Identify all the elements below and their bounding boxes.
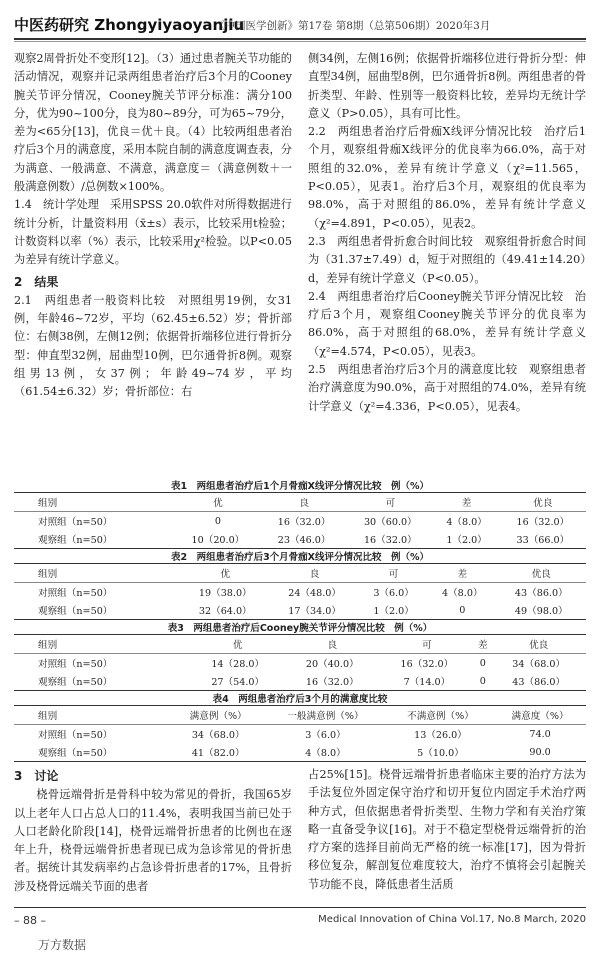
table-row xyxy=(14,583,586,602)
col-header: 一般满意例（%） xyxy=(264,706,387,725)
col-header: 差 xyxy=(428,564,497,583)
col-header: 良 xyxy=(270,564,359,583)
col-header: 差 xyxy=(433,493,499,512)
table-row xyxy=(14,530,586,549)
table-cell: 30（60.0） xyxy=(363,517,417,528)
table-header-row xyxy=(14,706,586,725)
table-cell: 4（8.0） xyxy=(446,517,487,528)
table-header-row xyxy=(14,493,586,512)
watermark: 万方数据 xyxy=(38,938,87,952)
table-cell: 3（6.0） xyxy=(305,730,346,741)
table3-caption: 表3 两组患者治疗后Cooney腕关节评分情况比较 例（%） xyxy=(167,623,433,634)
table-cell: 1（2.0） xyxy=(433,530,499,549)
journal-title: 中医药研究 Zhongyiyaoyanjiu xyxy=(14,16,245,34)
table-cell: 16（32.0） xyxy=(285,672,380,691)
table-cell: 0 xyxy=(428,601,497,620)
col-header: 优良 xyxy=(491,635,586,654)
cooney-score-paragraph: 2.4 两组患者治疗后Cooney腕关节评分情况比较 治疗后3个月，观察组Cooney腕关节评分的优良率为86.0%，高于对照组的68.0%，差异有统计学意义（χ²=4.574，P<0.05），见表3。 xyxy=(308,289,586,358)
table-cell: 13（26.0） xyxy=(414,730,467,741)
table-cell: 对照组（n=50） xyxy=(38,730,113,741)
table-row xyxy=(14,654,586,673)
col-header: 组别 xyxy=(14,493,175,512)
table2 xyxy=(14,563,586,620)
general-data-cont-paragraph: 侧34例，左侧16例；依据骨折端移位进行骨折分型：伸直型34例，屈曲型8例，巴尔通骨折8例。两组患者的骨折类型、年龄、性别等一般资料比较，差异均无统计学意义（P>0.05），具有可比性。 xyxy=(308,52,586,120)
table3 xyxy=(14,634,586,691)
col-header: 不满意例（%） xyxy=(387,706,494,725)
issue-info: 《中国医学创新》第17卷 第8期（总第506期）2020年3月 xyxy=(214,20,491,32)
col-header: 可 xyxy=(359,564,428,583)
table-cell: 90.0 xyxy=(494,743,586,762)
col-header: 差 xyxy=(474,635,491,654)
table-cell: 20（40.0） xyxy=(305,659,359,670)
table-cell: 16（32.0） xyxy=(277,517,331,528)
table-row xyxy=(14,725,586,744)
col-header: 组别 xyxy=(14,635,190,654)
xray-score-paragraph: 2.2 两组患者治疗后骨痂X线评分情况比较 治疗后1个月，观察组骨痂X线评分的优良率为66.0%，高于对照组的32.0%，差异有统计学意义（χ²=11.565，P<0.05），见表1。治疗后3个月，观察组的优良率为98.0%，高于对照组的86.0%，差异有统计学意义（χ²=4.891，P<0.05），见表2。 xyxy=(308,125,586,230)
table-cell: 7（14.0） xyxy=(380,672,475,691)
table-row xyxy=(14,601,586,620)
results-heading: 2 结果 xyxy=(14,274,59,289)
table-cell: 10（20.0） xyxy=(175,530,261,549)
table-cell: 4（8.0） xyxy=(441,588,483,599)
table-header-row xyxy=(14,635,586,654)
table-cell: 1（2.0） xyxy=(359,601,428,620)
right-column xyxy=(308,50,586,416)
table-cell: 5（10.0） xyxy=(387,743,494,762)
col-header: 优 xyxy=(181,564,270,583)
table-cell: 19（38.0） xyxy=(198,588,252,599)
col-header: 良 xyxy=(285,635,380,654)
journal-english: Medical Innovation of China Vol.17, No.8 March, 2020 xyxy=(318,914,586,925)
healing-time-paragraph: 2.3 两组患者骨折愈合时间比较 观察组骨折愈合时间为（31.37±7.49）d，短于对照组的（49.41±14.20）d，差异有统计学意义（P<0.05）。 xyxy=(308,234,586,285)
table-cell: 0 xyxy=(214,515,221,527)
col-header: 优良 xyxy=(500,493,586,512)
table1 xyxy=(14,492,586,549)
table-cell: 32（64.0） xyxy=(181,601,270,620)
col-header: 可 xyxy=(347,493,433,512)
footer-rule xyxy=(14,907,586,908)
table-cell: 27（54.0） xyxy=(190,672,285,691)
table-cell: 观察组（n=50） xyxy=(14,601,181,620)
col-header: 良 xyxy=(261,493,347,512)
general-data-paragraph: 2.1 两组患者一般资料比较 对照组男19例，女31例，年龄46~72岁，平均（62.45±6.52）岁；骨折部位：右侧38例，左侧12例；依据骨折端移位进行骨折分型：伸直型32例，屈曲型10例，巴尔通骨折8例。观察组男13例，女37例；年龄49~74岁，平均（61.54±6.32）岁；骨折部位：右 xyxy=(14,293,292,399)
discussion-left xyxy=(14,764,292,896)
table-cell: 34（68.0） xyxy=(512,659,566,670)
table-cell: 43（86.0） xyxy=(514,588,568,599)
table4-caption: 表4 两组患者治疗后3个月的满意度比较 xyxy=(212,694,388,705)
col-header: 满意例（%） xyxy=(172,706,264,725)
table-cell: 对照组（n=50） xyxy=(38,659,113,670)
table-cell: 49（98.0） xyxy=(497,601,586,620)
table-cell: 4（8.0） xyxy=(264,743,387,762)
statistics-paragraph: 1.4 统计学处理 采用SPSS 20.0软件对所得数据进行统计分析，计量资料用（x̄±s）表示，比较采用t检验；计数资料以率（%）表示，比较采用χ²检验。以P<0.05为差异有统计学意义。 xyxy=(14,198,292,267)
col-header: 优 xyxy=(175,493,261,512)
col-header: 满意度（%） xyxy=(494,706,586,725)
table-cell: 16（32.0） xyxy=(347,530,433,549)
table-cell: 16（32.0） xyxy=(400,659,454,670)
table-cell: 对照组（n=50） xyxy=(38,517,113,528)
page-number: – 88 – xyxy=(14,914,46,927)
discussion-heading: 3 讨论 xyxy=(14,769,59,783)
col-header: 组别 xyxy=(14,706,172,725)
table-cell: 0 xyxy=(479,657,486,669)
header-rule-thin xyxy=(14,41,586,42)
table-row xyxy=(14,743,586,762)
col-header: 可 xyxy=(380,635,475,654)
table-cell: 16（32.0） xyxy=(516,517,570,528)
table-cell: 0 xyxy=(474,672,491,691)
table-cell: 观察组（n=50） xyxy=(14,743,172,762)
discussion-paragraph-cont: 占25%[15]。桡骨远端骨折患者临床主要的治疗方法为手法复位外固定保守治疗和切开复位内固定手术治疗两种方式，但依据患者骨折类型、生物力学和有关治疗策略一直备受争议[16]。对于不稳定型桡骨远端骨折的治疗方案的选择目前尚无严格的统一标准[17]，因为骨折移位复杂，解剖复位难度较大，治疗不慎将会引起腕关节功能不良，降低患者生活质 xyxy=(308,768,586,891)
col-header: 优良 xyxy=(497,564,586,583)
table-cell: 17（34.0） xyxy=(270,601,359,620)
discussion-paragraph: 桡骨远端骨折是骨科中较为常见的骨折，我国65岁以上老年人口占总人口的11.4%，表明我国当前已处于人口老龄化阶段[14]，桡骨远端骨折患者的比例也在逐年上升，桡骨远端骨折患者现已成为急诊常见的骨折患者。据统计其发病率约占急诊骨折患者的17%，且骨折涉及桡骨远端关节面的患者 xyxy=(14,788,292,893)
table2-caption: 表2 两组患者治疗后3个月骨痂X线评分情况比较 例（%） xyxy=(170,552,430,563)
table-cell: 23（46.0） xyxy=(261,530,347,549)
table-cell: 34（68.0） xyxy=(191,730,245,741)
table-cell: 对照组（n=50） xyxy=(38,588,113,599)
table4 xyxy=(14,705,586,762)
table-cell: 14（28.0） xyxy=(211,659,265,670)
table-cell: 33（66.0） xyxy=(500,530,586,549)
methods-paragraph: 观察2周骨折处不变形[12]。（3）通过患者腕关节功能的活动情况，观察并记录两组患者治疗后3个月的Cooney腕关节评分情况，Cooney腕关节评分标准：满分100分，优为90~100分，良为80~89分，可为65~79分，差为<65分[13]，优良＝优＋良。（4）比较两组患者治疗后3个月的满意度，采用本院自制的满意度调查表，分为满意、一般满意、不满意，满意度＝（满意例数＋一般满意例数）/总例数×100%。 xyxy=(14,52,292,194)
discussion-right xyxy=(308,766,586,894)
satisfaction-paragraph: 2.5 两组患者治疗后3个月的满意度比较 观察组患者治疗满意度为90.0%，高于对照组的74.0%，差异有统计学意义（χ²=4.336，P<0.05），见表4。 xyxy=(308,363,586,413)
table-cell: 24（48.0） xyxy=(288,588,341,599)
table-cell: 观察组（n=50） xyxy=(14,672,190,691)
col-header: 优 xyxy=(190,635,285,654)
table-cell: 3（6.0） xyxy=(373,588,414,599)
table-cell: 43（86.0） xyxy=(491,672,586,691)
table-row xyxy=(14,672,586,691)
col-header: 组别 xyxy=(14,564,181,583)
table-cell: 74.0 xyxy=(529,728,551,740)
table-header-row xyxy=(14,564,586,583)
table-cell: 41（82.0） xyxy=(172,743,264,762)
header-rule xyxy=(14,38,586,40)
table-row xyxy=(14,512,586,531)
left-column xyxy=(14,50,292,402)
table-cell: 观察组（n=50） xyxy=(14,530,175,549)
table1-caption: 表1 两组患者治疗后1个月骨痂X线评分情况比较 例（%） xyxy=(170,481,430,492)
